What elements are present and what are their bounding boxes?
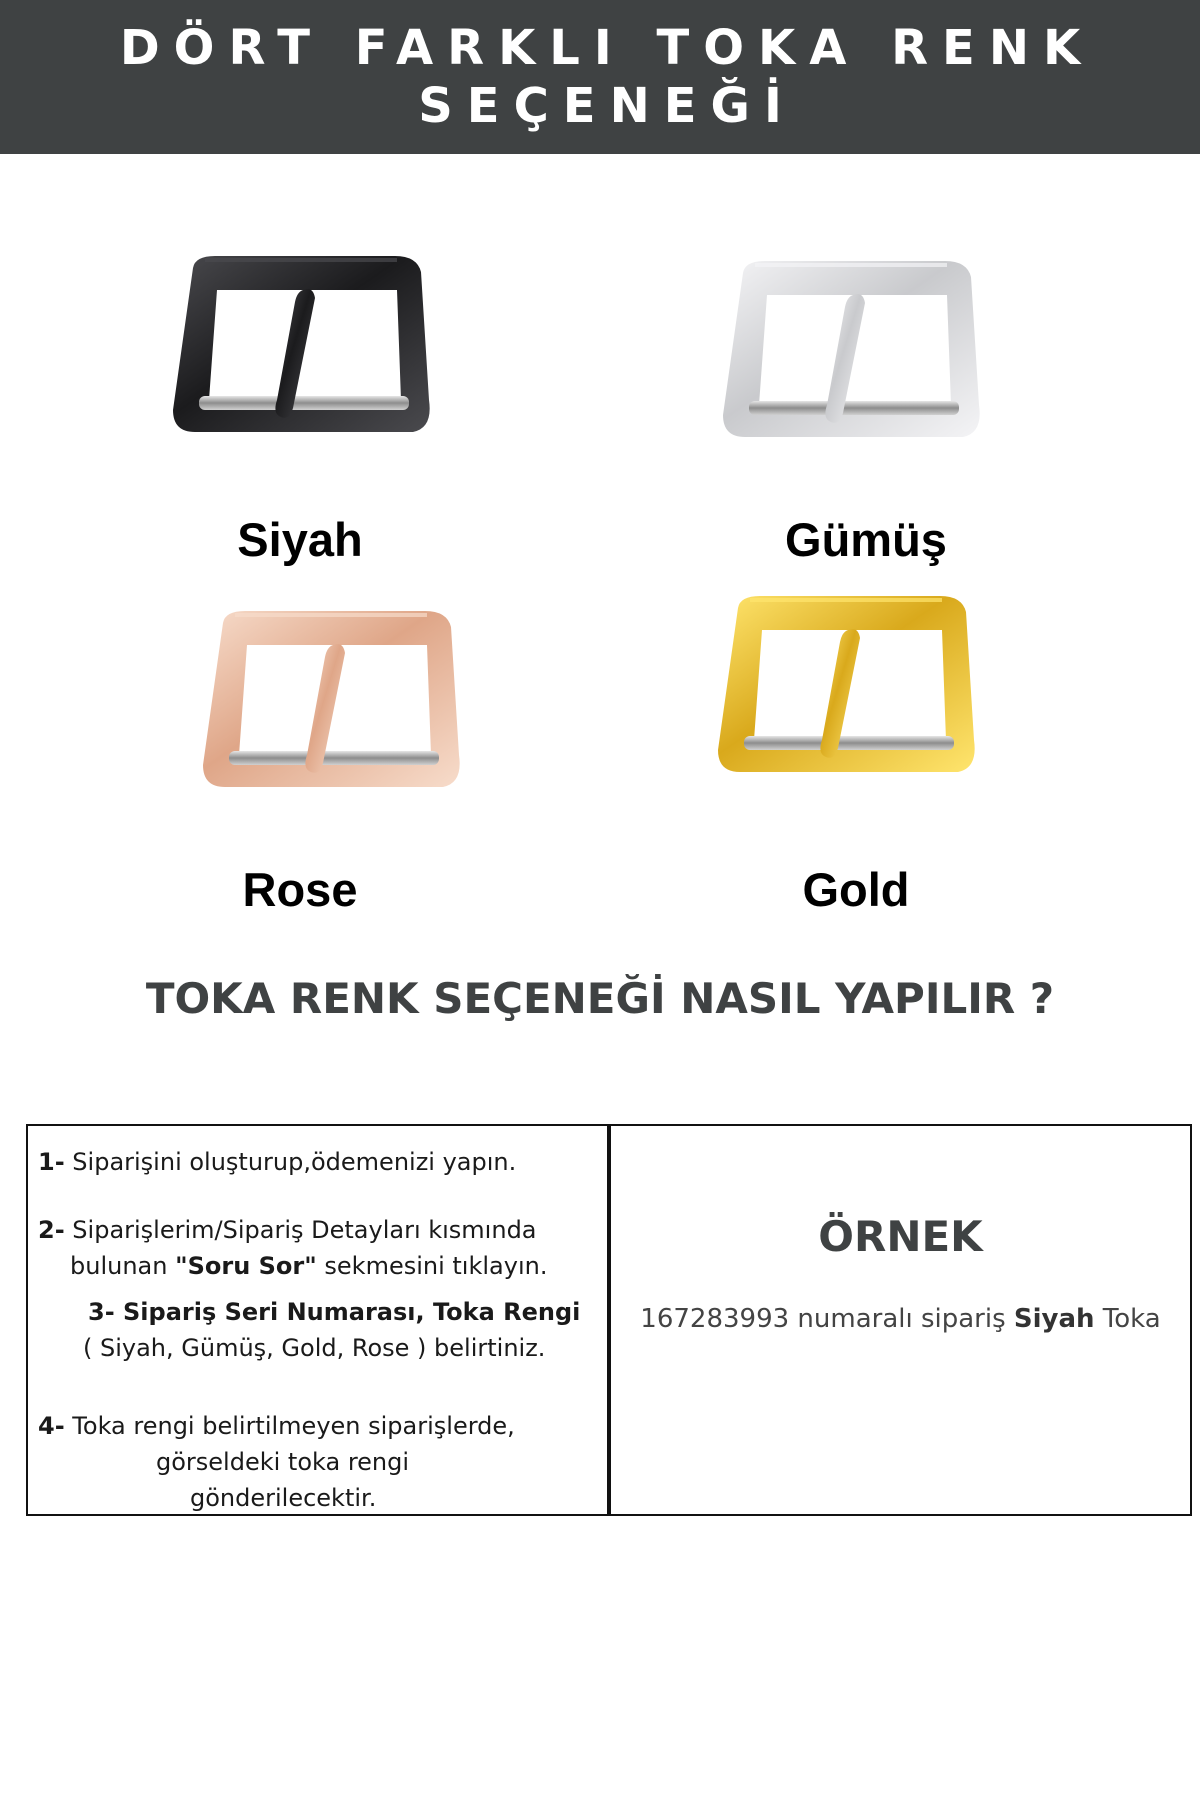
buckle-graphic xyxy=(165,250,445,465)
example-title: ÖRNEK xyxy=(818,1212,983,1261)
step-3: 3- Sipariş Seri Numarası, Toka Rengi xyxy=(88,1298,581,1326)
header-title-line-1: DÖRT FARKLI TOKA RENK xyxy=(119,20,1095,76)
header-banner xyxy=(0,0,1200,154)
label-gumus: Gümüş xyxy=(785,513,947,566)
step-2-cont: bulunan "Soru Sor" sekmesini tıklayın. xyxy=(70,1252,548,1280)
step-4: 4- Toka rengi belirtilmeyen siparişlerde, xyxy=(38,1412,515,1440)
example-panel xyxy=(609,1124,1192,1516)
header-title-line-2: SEÇENEĞİ xyxy=(418,78,796,134)
step-4-cont-2: gönderilecektir. xyxy=(190,1484,377,1512)
step-2: 2- Siparişlerim/Sipariş Detayları kısmında xyxy=(38,1216,537,1244)
label-gold: Gold xyxy=(802,863,910,916)
step-4-cont-1: görseldeki toka rengi xyxy=(156,1448,410,1476)
black-buckle-icon xyxy=(165,250,445,465)
buckle-graphic xyxy=(715,255,995,470)
howto-title: TOKA RENK SEÇENEĞİ NASIL YAPILIR ? xyxy=(145,974,1055,1023)
example-text: 167283993 numaralı sipariş Siyah Toka xyxy=(640,1304,1161,1334)
gold-buckle-icon xyxy=(710,590,990,805)
rose-buckle-icon xyxy=(195,605,475,820)
label-siyah: Siyah xyxy=(237,513,363,566)
steps-panel xyxy=(26,1124,609,1516)
buckle-graphic xyxy=(710,590,990,805)
label-rose: Rose xyxy=(242,863,358,916)
step-3-cont: ( Siyah, Gümüş, Gold, Rose ) belirtiniz. xyxy=(83,1334,546,1362)
buckle-graphic xyxy=(195,605,475,820)
silver-buckle-icon xyxy=(715,255,995,470)
step-1: 1- Siparişini oluşturup,ödemenizi yapın. xyxy=(38,1148,517,1176)
